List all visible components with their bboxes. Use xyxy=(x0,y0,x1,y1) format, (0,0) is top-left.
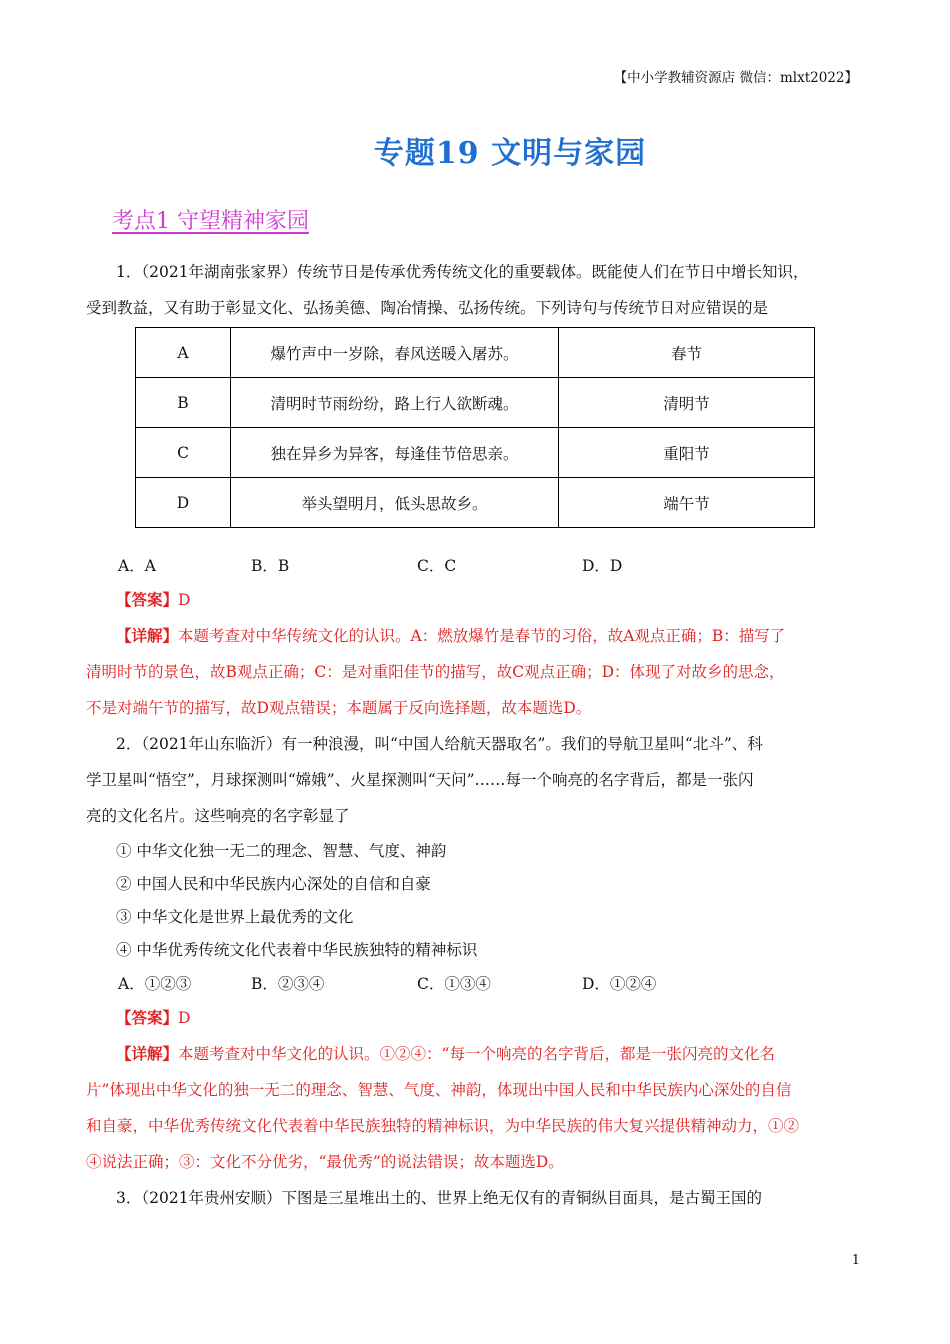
q3-stem-line1: 3．（2021年贵州安顺）下图是三星堆出土的、世界上绝无仅有的青铜纵目面具，是古蜀王国的 xyxy=(116,1189,763,1207)
q2-item-2: ② 中国人民和中华民族内心深处的自信和自豪 xyxy=(116,875,431,893)
detail-label: 【详解】 xyxy=(116,1044,179,1063)
table-cell-letter: A xyxy=(136,328,231,378)
q2-stem-line3: 亮的文化名片。这些响亮的名字彰显了 xyxy=(86,807,350,825)
table-cell-festival: 重阳节 xyxy=(559,428,815,478)
q2-detail-line4: ④说法正确；③：文化不分优劣，“最优秀”的说法错误；故本题选D。 xyxy=(86,1153,564,1171)
table-cell-poem: 举头望明月，低头思故乡。 xyxy=(231,478,559,528)
section-heading: 考点1 守望精神家园 xyxy=(112,209,309,234)
q2-item-1: ① 中华文化独一无二的理念、智慧、气度、神韵 xyxy=(116,842,447,860)
q2-detail-line1 xyxy=(86,1036,896,1072)
q1-detail-line3: 不是对端午节的描写，故D观点错误；本题属于反向选择题，故本题选D。 xyxy=(86,699,592,717)
answer-value: D xyxy=(178,591,191,609)
q1-answer xyxy=(86,582,896,618)
choice-d: D．D xyxy=(582,557,623,575)
table-row xyxy=(136,328,815,378)
q1-detail-line2: 清明时节的景色，故B观点正确；C：是对重阳佳节的描写，故C观点正确；D：体现了对故乡的思念， xyxy=(86,663,785,681)
choice-a: A．①②③ xyxy=(118,975,192,993)
choice-b: B．②③④ xyxy=(251,975,325,993)
table-cell-poem: 独在异乡为异客，每逢佳节倍思亲。 xyxy=(231,428,559,478)
q2-item-3: ③ 中华文化是世界上最优秀的文化 xyxy=(116,908,354,926)
choice-c: C．①③④ xyxy=(417,975,491,993)
choice-b: B．B xyxy=(251,557,290,575)
answer-label: 【答案】 xyxy=(116,590,179,609)
table-cell-festival: 清明节 xyxy=(559,378,815,428)
choice-d: D．①②④ xyxy=(582,975,657,993)
page-number: 1 xyxy=(851,1253,860,1268)
q1-stem-line2: 受到教益，又有助于彰显文化、弘扬美德、陶冶情操、弘扬传统。下列诗句与传统节日对应错误的是 xyxy=(86,299,769,317)
q2-answer xyxy=(86,1000,896,1036)
answer-label: 【答案】 xyxy=(116,1008,179,1027)
answer-value: D xyxy=(178,1009,191,1027)
table-cell-letter: D xyxy=(136,478,231,528)
table-cell-festival: 端午节 xyxy=(559,478,815,528)
table-row xyxy=(136,478,815,528)
header-note: 【中小学教辅资源店 微信：mlxt2022】 xyxy=(613,70,858,86)
detail-text: 本题考查对中华文化的认识。①②④：“每一个响亮的名字背后，都是一张闪亮的文化名 xyxy=(178,1045,775,1063)
table-row xyxy=(136,378,815,428)
q1-stem-line1: 1．（2021年湖南张家界）传统节日是传承优秀传统文化的重要载体。既能使人们在节日中增长知识， xyxy=(116,263,809,281)
q2-detail-line3: 和自豪，中华优秀传统文化代表着中华民族独特的精神标识，为中华民族的伟大复兴提供精神动力，①② xyxy=(86,1117,800,1135)
table-cell-letter: B xyxy=(136,378,231,428)
q1-detail-line1 xyxy=(86,618,896,654)
q2-stem-line2: 学卫星叫“悟空”，月球探测叫“嫦娥”、火星探测叫“天问”……每一个响亮的名字背后，都是一张闪 xyxy=(86,771,754,789)
q1-options-table xyxy=(135,327,815,528)
table-cell-letter: C xyxy=(136,428,231,478)
table-cell-poem: 爆竹声中一岁除，春风送暖入屠苏。 xyxy=(231,328,559,378)
detail-label: 【详解】 xyxy=(116,626,179,645)
choice-a: A．A xyxy=(118,557,156,575)
detail-text: 本题考查对中华传统文化的认识。A：燃放爆竹是春节的习俗，故A观点正确；B：描写了 xyxy=(178,627,786,645)
table-cell-festival: 春节 xyxy=(559,328,815,378)
choice-c: C．C xyxy=(417,557,457,575)
table-row xyxy=(136,428,815,478)
q2-detail-line2: 片”体现出中华文化的独一无二的理念、智慧、气度、神韵，体现出中国人民和中华民族内心深处的自信 xyxy=(86,1081,792,1099)
page-title: 专题19 文明与家园 xyxy=(373,136,647,171)
table-cell-poem: 清明时节雨纷纷，路上行人欲断魂。 xyxy=(231,378,559,428)
q2-choices xyxy=(118,966,818,1002)
q2-item-4: ④ 中华优秀传统文化代表着中华民族独特的精神标识 xyxy=(116,941,478,959)
q2-stem-line1: 2．（2021年山东临沂）有一种浪漫，叫“中国人给航天器取名”。我们的导航卫星叫“北斗”、科 xyxy=(116,735,763,753)
q1-choices xyxy=(118,548,818,584)
